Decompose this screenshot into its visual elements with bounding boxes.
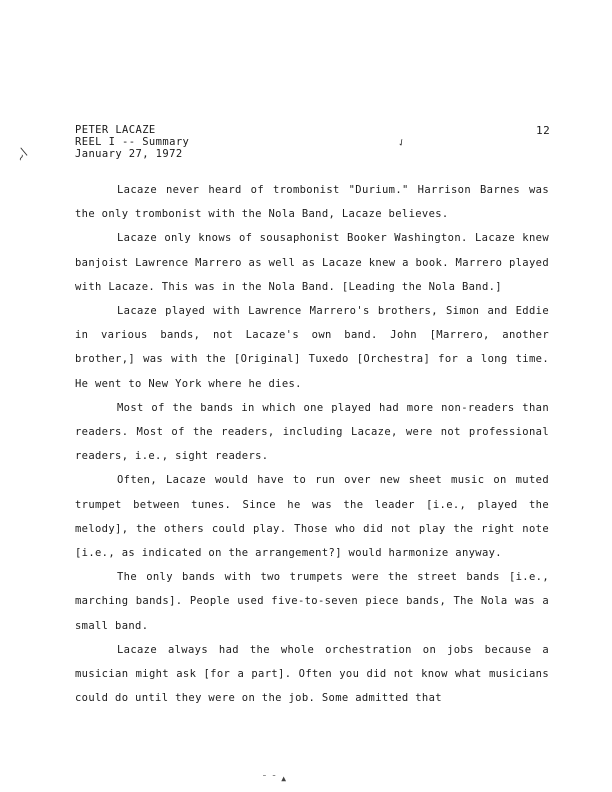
handwritten-margin-mark: ~/ xyxy=(13,145,32,164)
paragraph: Often, Lacaze would have to run over new sheet music on muted trumpet between tunes. Since he was the leader [i.e., played the melody], the others could play. Those who did not play the right note [i.e., as indicated on the arrangement?] would harmonize anyway. xyxy=(75,474,549,560)
summary-body xyxy=(75,178,549,710)
paragraph: The only bands with two trumpets were the street bands [i.e., marching bands]. People used five-to-seven piece bands, The Nola was a small band. xyxy=(75,571,549,632)
paragraph: Most of the bands in which one played had more non-readers than readers. Most of the readers, including Lacaze, were not professional readers, i.e., sight readers. xyxy=(75,401,549,463)
page-number: 12 xyxy=(536,124,551,137)
paragraph: Lacaze only knows of sousaphonist Booker Washington. Lacaze knew banjoist Lawrence Marrero as well as Lacaze knew a book. Marrero played with Lacaze. This was in the Nola Band. [Leading the Nola Band.] xyxy=(75,232,549,293)
paragraph: Lacaze never heard of trombonist "Durium." Harrison Barnes was the only trombonist with the Nola Band, Lacaze believes. xyxy=(75,184,549,221)
document-header xyxy=(75,124,189,160)
paragraph: Lacaze played with Lawrence Marrero's brothers, Simon and Eddie in various bands, not Lacaze's own band. John [Marrero, another brother,] was with the [Original] Tuxedo [Orchestra] for a long time. He went to New York where he dies. xyxy=(75,305,549,390)
handwritten-check-mark: ✓ xyxy=(395,135,408,150)
paragraph: Lacaze always had the whole orchestration on jobs because a musician might ask [for a part]. Often you did not know what musicians could do until they were on the job. Some admitted that xyxy=(75,643,549,705)
scan-artifact-mark: ˜ ˜ ▲ xyxy=(262,774,287,783)
interview-date: January 27, 1972 xyxy=(75,148,183,160)
reel-label: REEL I -- Summary xyxy=(75,136,190,148)
interviewee-name: PETER LACAZE xyxy=(75,124,156,136)
